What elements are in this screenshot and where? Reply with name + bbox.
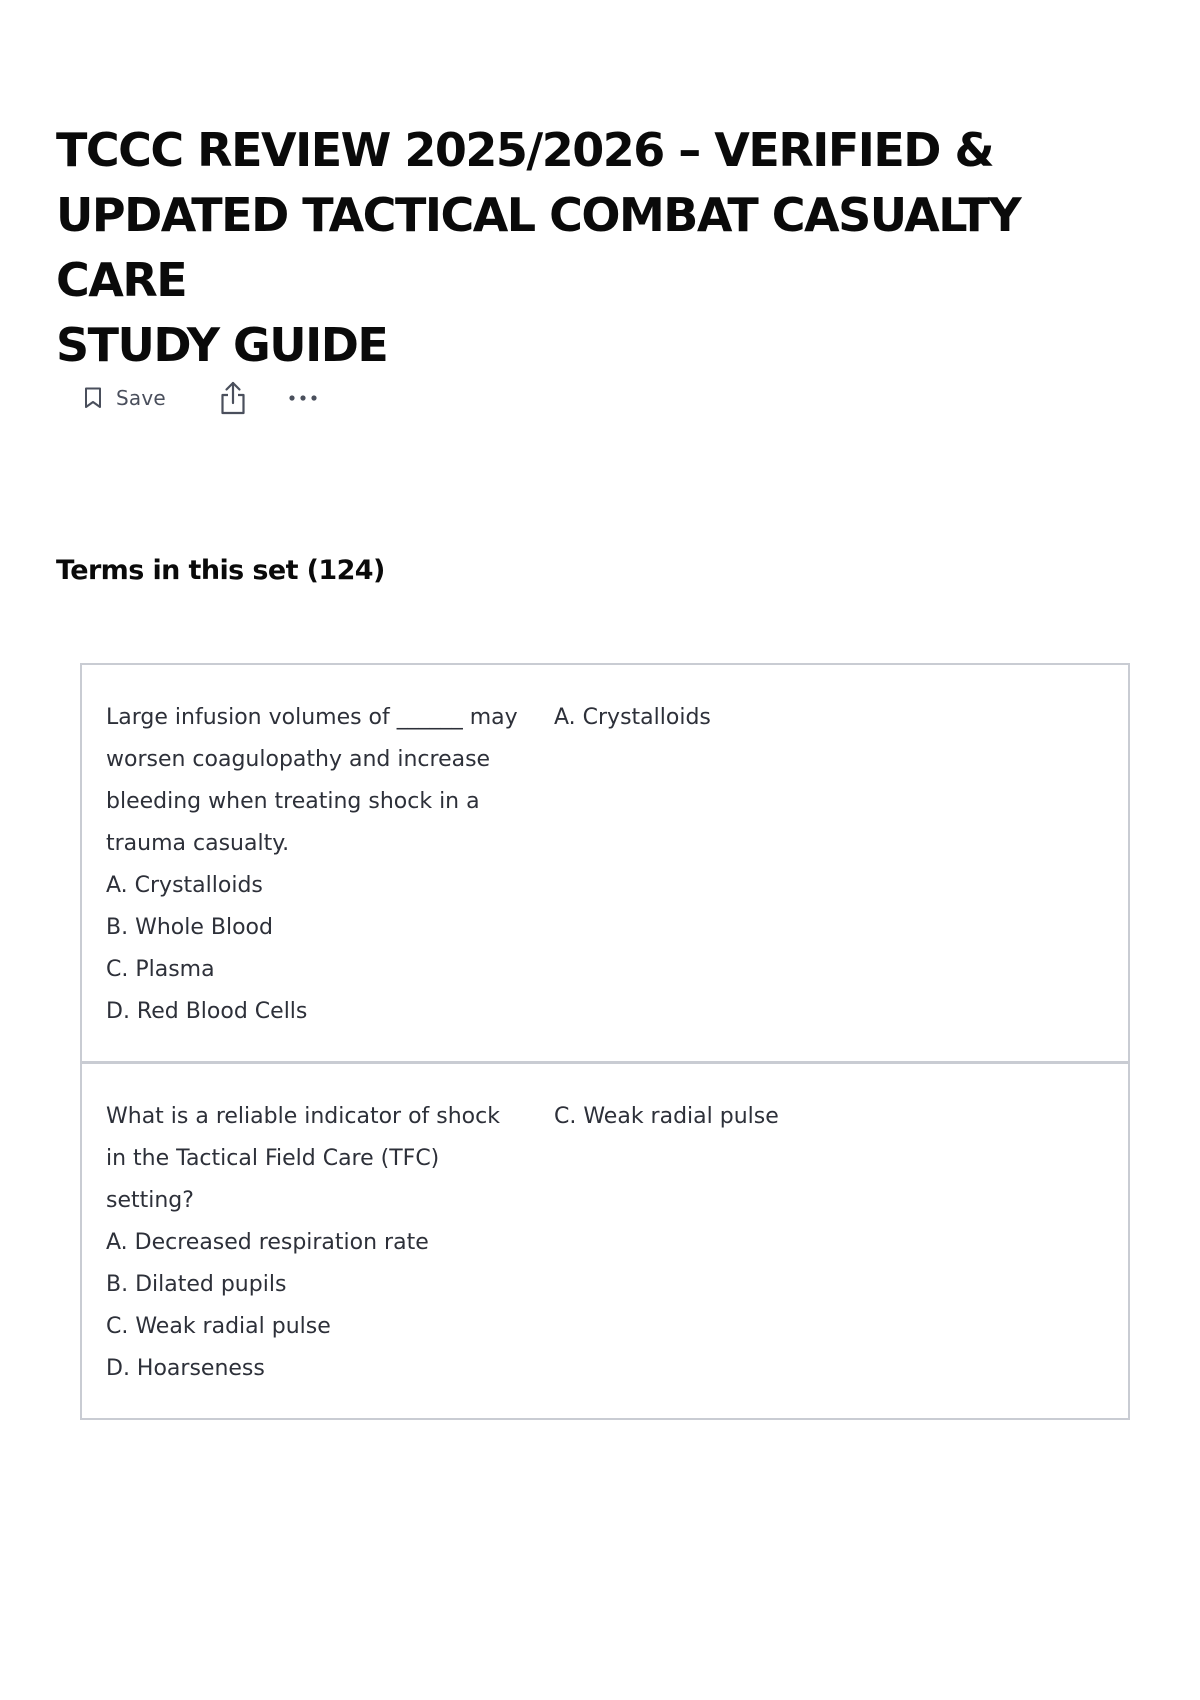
question-line: trauma casualty. <box>106 831 290 856</box>
question-line: in the Tactical Field Care (TFC) <box>106 1146 440 1171</box>
page-title-line: TCCC REVIEW 2025/2026 – VERIFIED & <box>56 123 994 177</box>
question-option: B. Dilated pupils <box>106 1272 287 1297</box>
term-question <box>106 697 554 1033</box>
save-label: Save <box>116 386 166 410</box>
question-option: B. Whole Blood <box>106 915 273 940</box>
save-button[interactable] <box>84 378 166 418</box>
term-answer: C. Weak radial pulse <box>554 1104 779 1129</box>
share-icon <box>219 380 247 416</box>
terms-list <box>80 663 1130 1420</box>
question-line: worsen coagulopathy and increase <box>106 747 491 772</box>
term-question <box>106 1096 554 1390</box>
term-card[interactable] <box>82 1061 1128 1418</box>
set-toolbar <box>84 375 320 421</box>
term-card[interactable] <box>82 665 1128 1061</box>
question-line: bleeding when treating shock in a <box>106 789 480 814</box>
question-option: A. Crystalloids <box>106 873 263 898</box>
question-option: D. Hoarseness <box>106 1356 265 1381</box>
question-line: What is a reliable indicator of shock <box>106 1104 500 1129</box>
question-option: A. Decreased respiration rate <box>106 1230 429 1255</box>
bookmark-icon <box>84 387 102 409</box>
more-options-button[interactable] <box>286 378 320 418</box>
terms-heading: Terms in this set (124) <box>56 555 385 586</box>
page-title <box>56 118 1156 378</box>
question-option: D. Red Blood Cells <box>106 999 308 1024</box>
share-button[interactable] <box>218 378 248 418</box>
question-line: Large infusion volumes of ______ may <box>106 705 518 730</box>
more-horizontal-icon <box>288 393 318 403</box>
question-option: C. Weak radial pulse <box>106 1314 331 1339</box>
page-title-line: STUDY GUIDE <box>56 318 388 372</box>
question-option: C. Plasma <box>106 957 215 982</box>
term-answer: A. Crystalloids <box>554 705 711 730</box>
page-title-line: UPDATED TACTICAL COMBAT CASUALTY CARE <box>56 188 1021 307</box>
question-line: setting? <box>106 1188 194 1213</box>
